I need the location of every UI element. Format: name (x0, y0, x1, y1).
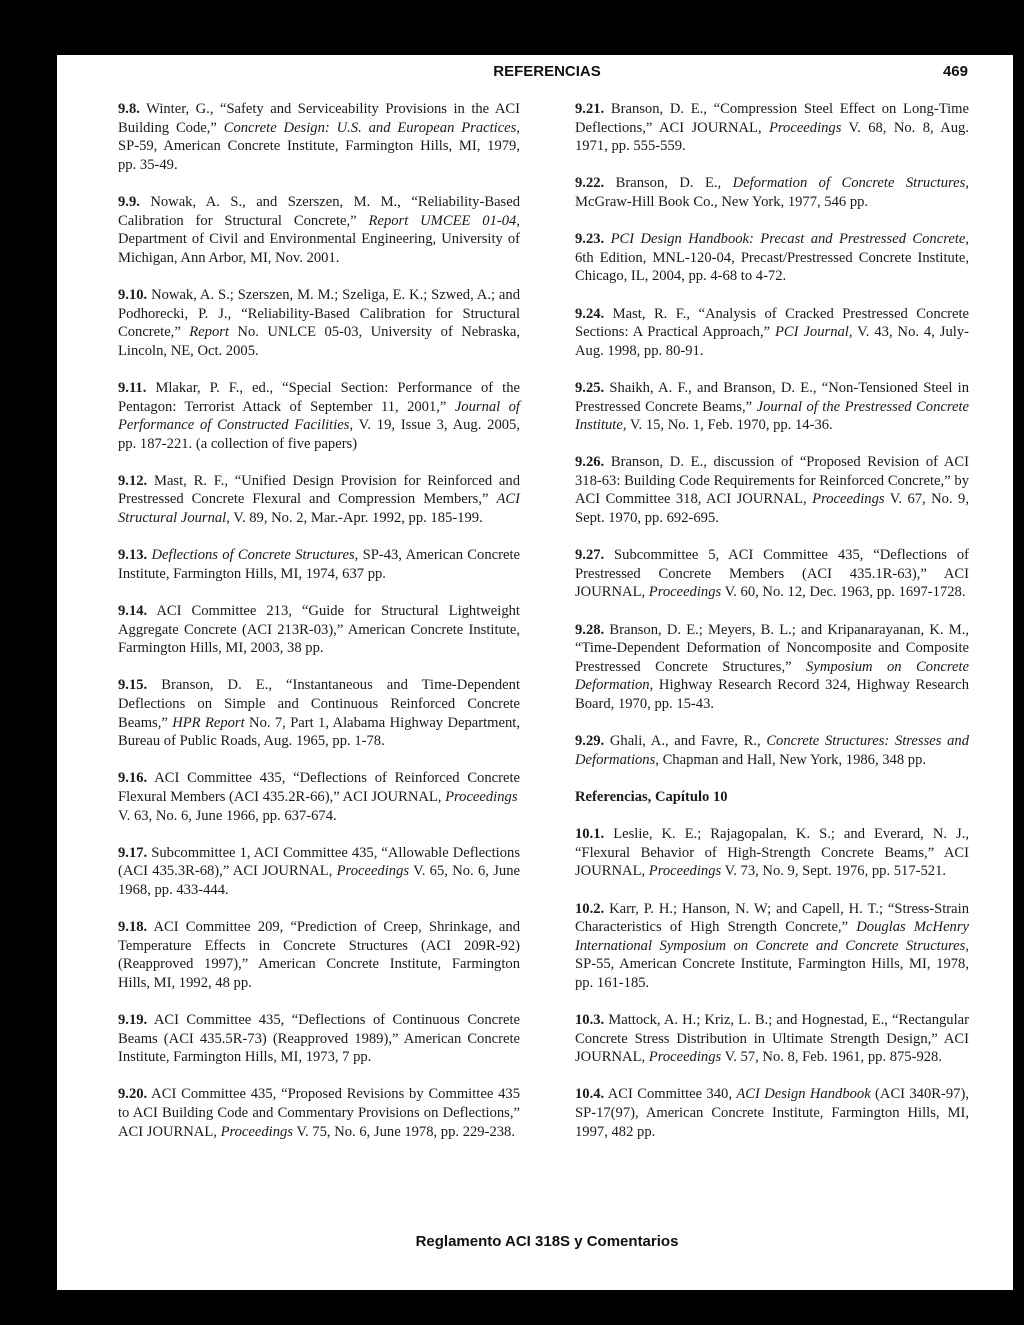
reference-number: 9.13. (118, 547, 148, 564)
reference-text: ACI Committee 435, “Proposed Revisions by Committee 435 to ACI Building Code and Commentary Provisions on Deflections,” ACI JOURNAL, (118, 1086, 520, 1140)
document-page (57, 55, 1013, 1290)
reference-title-italic: Proceedings (336, 863, 410, 880)
reference-text: Winter, G., “Safety and Serviceability Provisions in the ACI Building Code,” (118, 101, 520, 136)
reference-title-italic: Proceedings (648, 1049, 722, 1066)
reference-text: ACI Committee 435, “Deflections of Reinforced Concrete Flexural Members (ACI 435.2R-66),” ACI JOURNAL, (118, 770, 520, 805)
reference-entry (575, 174, 969, 211)
reference-text: Branson, D. E., “Compression Steel Effect on Long-Time Deflections,” ACI JOURNAL, (575, 101, 969, 136)
reference-title-italic: Douglas McHenry International Symposium on Concrete and Concrete Structures (575, 919, 969, 954)
reference-text: No. UNLCE 05-03, University of Nebraska, Lincoln, NE, Oct. 2005. (118, 324, 520, 359)
reference-number: 9.23. (575, 231, 605, 248)
reference-entry (575, 621, 969, 714)
reference-text: Branson, D. E., (604, 175, 733, 192)
reference-text: , McGraw-Hill Book Co., New York, 1977, 546 pp. (575, 175, 969, 210)
reference-number: 9.8. (118, 101, 140, 117)
reference-text: (ACI 340R-97), SP-17(97), American Concrete Institute, Farmington Hills, MI, 1997, 482 pp. (575, 1086, 969, 1140)
running-header: REFERENCIAS (493, 63, 601, 80)
reference-title-italic: Deflections of Concrete Structures (151, 547, 355, 564)
reference-text: , Chapman and Hall, New York, 1986, 348 pp. (655, 751, 927, 768)
reference-number: 9.21. (575, 101, 605, 117)
reference-entry (575, 1085, 969, 1141)
reference-number: 9.19. (118, 1012, 148, 1029)
reference-number: 10.4. (575, 1086, 605, 1103)
reference-number: 9.28. (575, 621, 605, 638)
reference-title-italic: Concrete Structures: Stresses and Deformations (575, 733, 969, 768)
reference-text: Branson, D. E., discussion of “Proposed Revision of ACI 318-63: Building Code Requirements for Reinforced Concrete,” by ACI Committee 318, ACI JOURNAL, (575, 454, 969, 508)
reference-text: , V. 15, No. 1, Feb. 1970, pp. 14-36. (622, 417, 833, 434)
reference-title-italic: HPR Report (172, 714, 245, 731)
reference-number: 9.11. (118, 379, 147, 396)
reference-number: 10.3. (575, 1012, 605, 1029)
reference-number: 9.25. (575, 379, 605, 396)
reference-entry (118, 472, 520, 528)
reference-number: 9.26. (575, 454, 605, 471)
reference-title-italic: Report (189, 324, 229, 341)
reference-entry (575, 546, 969, 602)
reference-text: V. 65, No. 6, June 1968, pp. 433-444. (118, 863, 520, 898)
reference-number: 10.2. (575, 900, 605, 917)
reference-title-italic: Proceedings (769, 119, 842, 136)
reference-text: , SP-55, American Concrete Institute, Farmington Hills, MI, 1978, pp. 161-185. (575, 937, 969, 991)
reference-title-italic: PCI Journal, (775, 324, 853, 341)
reference-number: 9.27. (575, 547, 605, 564)
reference-entry (575, 453, 969, 527)
reference-text: , SP-43, American Concrete Institute, Farmington Hills, MI, 1974, 637 pp. (118, 547, 520, 582)
reference-text: ACI Committee 435, “Deflections of Continuous Concrete Beams (ACI 435.5R-73) (Reapproved 1989),” American Concrete Institute, Farmington Hills, MI, 1973, 7 pp. (118, 1012, 520, 1066)
reference-entry (575, 732, 969, 769)
reference-number: 9.14. (118, 603, 148, 620)
reference-number: 9.29. (575, 733, 605, 750)
reference-number: 9.18. (118, 919, 148, 936)
reference-text: , SP-59, American Concrete Institute, Farmington Hills, MI, 1979, pp. 35-49. (118, 119, 520, 173)
reference-text: , Department of Civil and Environmental Engineering, University of Michigan, Ann Arbor, MI, Nov. 2001. (118, 212, 520, 266)
reference-entry (575, 230, 969, 286)
reference-text: V. 75, No. 6, June 1978, pp. 229-238. (292, 1123, 515, 1140)
reference-text: Mlakar, P. F., ed., “Special Section: Performance of the Pentagon: Terrorist Attack of September 11, 2001,” (118, 379, 520, 415)
reference-entry (118, 379, 520, 453)
reference-text: Shaikh, A. F., and Branson, D. E., “Non-Tensioned Steel in Prestressed Concrete Beams,” (575, 379, 969, 415)
reference-text: Ghali, A., and Favre, R., (604, 733, 767, 750)
reference-title-italic: Proceedings (220, 1123, 293, 1140)
reference-number: 9.17. (118, 844, 148, 861)
reference-entry (575, 305, 969, 361)
reference-title-italic: Deformation of Concrete Structures (732, 175, 966, 192)
reference-text: Karr, P. H.; Hanson, N. W; and Capell, H. T.; “Stress-Strain Characteristics of High Strength Concrete,” (575, 900, 969, 936)
reference-title-italic: Proceedings (648, 863, 722, 880)
reference-text: ACI Committee 213, “Guide for Structural Lightweight Aggregate Concrete (ACI 213R-03),” American Concrete Institute, Farmington Hills, MI, 2003, 38 pp. (118, 603, 520, 657)
reference-number: 9.20. (118, 1086, 148, 1103)
reference-text: , Highway Research Record 324, Highway Research Board, 1970, pp. 15-43. (575, 677, 969, 712)
reference-entry (118, 546, 520, 583)
reference-text: Branson, D. E.; Meyers, B. L.; and Kripanarayanan, K. M., “Time-Dependent Deformation of Noncomposite and Composite Prestressed Concrete Structures,” (575, 621, 969, 675)
reference-title-italic: Proceedings (648, 584, 722, 601)
reference-title-italic: Report UMCEE 01-04 (368, 212, 517, 229)
right-column (575, 100, 969, 1160)
reference-text: V. 63, No. 6, June 1966, pp. 637-674. (118, 807, 337, 824)
reference-entry (118, 918, 520, 992)
reference-number: 9.10. (118, 286, 148, 303)
reference-title-italic: PCI Design Handbook: Precast and Prestressed Concrete, (610, 231, 969, 248)
reference-text: V. 43, No. 4, July-Aug. 1998, pp. 80-91. (575, 324, 969, 359)
reference-entry (575, 900, 969, 993)
reference-text: Branson, D. E., “Instantaneous and Time-Dependent Deflections on Simple and Continuous Reinforced Concrete Beams,” (118, 677, 520, 731)
reference-text: ACI Committee 340, (604, 1086, 737, 1103)
reference-entry (575, 1011, 969, 1067)
reference-title-italic: ACI Design Handbook (736, 1086, 871, 1103)
section-heading: Referencias, Capítulo 10 (575, 788, 728, 805)
reference-entry (118, 193, 520, 267)
running-footer: Reglamento ACI 318S y Comentarios (415, 1233, 679, 1250)
reference-text: No. 7, Part 1, Alabama Highway Department, Bureau of Public Roads, Aug. 1965, pp. 1-78. (118, 714, 520, 750)
reference-number: 9.9. (118, 193, 140, 210)
reference-title-italic: Proceedings (445, 788, 518, 805)
reference-title-italic: Concrete Design: U.S. and European Practices (223, 119, 517, 136)
reference-entry (118, 844, 520, 900)
reference-number: 10.1. (575, 826, 605, 843)
reference-number: 9.15. (118, 677, 148, 694)
reference-entry (118, 676, 520, 750)
reference-text: , V. 89, No. 2, Mar.-Apr. 1992, pp. 185-199. (226, 510, 483, 527)
reference-entry (118, 100, 520, 174)
reference-title-italic: Symposium on Concrete Deformation (575, 658, 970, 694)
reference-title-italic: Journal of the Prestressed Concrete Institute (575, 398, 970, 434)
reference-text: ACI Committee 209, “Prediction of Creep, Shrinkage, and Temperature Effects in Concrete Structures (ACI 209R-92) (Reapproved 1997),” American Concrete Institute, Farmington Hills, MI, 1992, 48 pp. (118, 919, 520, 991)
reference-entry (118, 769, 520, 825)
reference-text: V. 68, No. 8, Aug. 1971, pp. 555-559. (575, 119, 969, 155)
reference-number: 9.22. (575, 175, 605, 192)
reference-title-italic: Proceedings (812, 491, 885, 508)
reference-text: Mattock, A. H.; Kriz, L. B.; and Hognestad, E., “Rectangular Concrete Stress Distribution in Ultimate Strength Design,” ACI JOURNAL, (575, 1012, 969, 1066)
reference-entry (118, 1085, 520, 1141)
reference-entry (118, 1011, 520, 1067)
reference-text: Subcommittee 5, ACI Committee 435, “Deflections of Prestressed Concrete Members (ACI 435.1R-63),” ACI JOURNAL, (575, 547, 969, 601)
reference-title-italic: ACI Structural Journal (118, 491, 520, 527)
reference-text: Mast, R. F., “Analysis of Cracked Prestressed Concrete Sections: A Practical Approach,” (575, 305, 969, 341)
reference-text: V. 73, No. 9, Sept. 1976, pp. 517-521. (721, 863, 947, 880)
reference-number: 9.16. (118, 770, 148, 787)
page-number: 469 (942, 63, 968, 80)
reference-text: V. 57, No. 8, Feb. 1961, pp. 875-928. (721, 1049, 942, 1066)
reference-title-italic: Journal of Performance of Constructed Facilities (118, 398, 520, 434)
reference-text: Subcommittee 1, ACI Committee 435, “Allowable Deflections (ACI 435.3R-68),” ACI JOURNAL, (118, 844, 520, 880)
reference-number: 9.24. (575, 305, 605, 322)
reference-number: 9.12. (118, 472, 148, 489)
reference-text: , V. 19, Issue 3, Aug. 2005, pp. 187-221. (a collection of five papers) (118, 417, 521, 452)
reference-entry (575, 100, 969, 156)
left-column (118, 100, 520, 1160)
reference-entry (575, 379, 969, 435)
reference-text: Nowak, A. S., and Szerszen, M. M., “Reliability-Based Calibration for Structural Concrete,” (118, 193, 520, 229)
reference-entry (575, 825, 969, 881)
reference-text: 6th Edition, MNL-120-04, Precast/Prestressed Concrete Institute, Chicago, IL, 2004, pp. 4-68 to 4-72. (575, 249, 969, 285)
reference-text: Leslie, K. E.; Rajagopalan, K. S.; and Everard, N. J., “Flexural Behavior of High-Strength Concrete Beams,” ACI JOURNAL, (575, 826, 969, 880)
reference-entry (118, 602, 520, 658)
reference-entry (118, 286, 520, 360)
reference-text: V. 67, No. 9, Sept. 1970, pp. 692-695. (575, 491, 970, 527)
reference-text: Nowak, A. S.; Szerszen, M. M.; Szeliga, E. K.; Szwed, A.; and Podhorecki, P. J., “Reliability-Based Calibration for Structural Concrete,” (118, 286, 520, 341)
reference-text: V. 60, No. 12, Dec. 1963, pp. 1697-1728. (721, 584, 966, 601)
reference-text: Mast, R. F., “Unified Design Provision for Reinforced and Prestressed Concrete Flexural and Compression Members,” (118, 472, 520, 508)
